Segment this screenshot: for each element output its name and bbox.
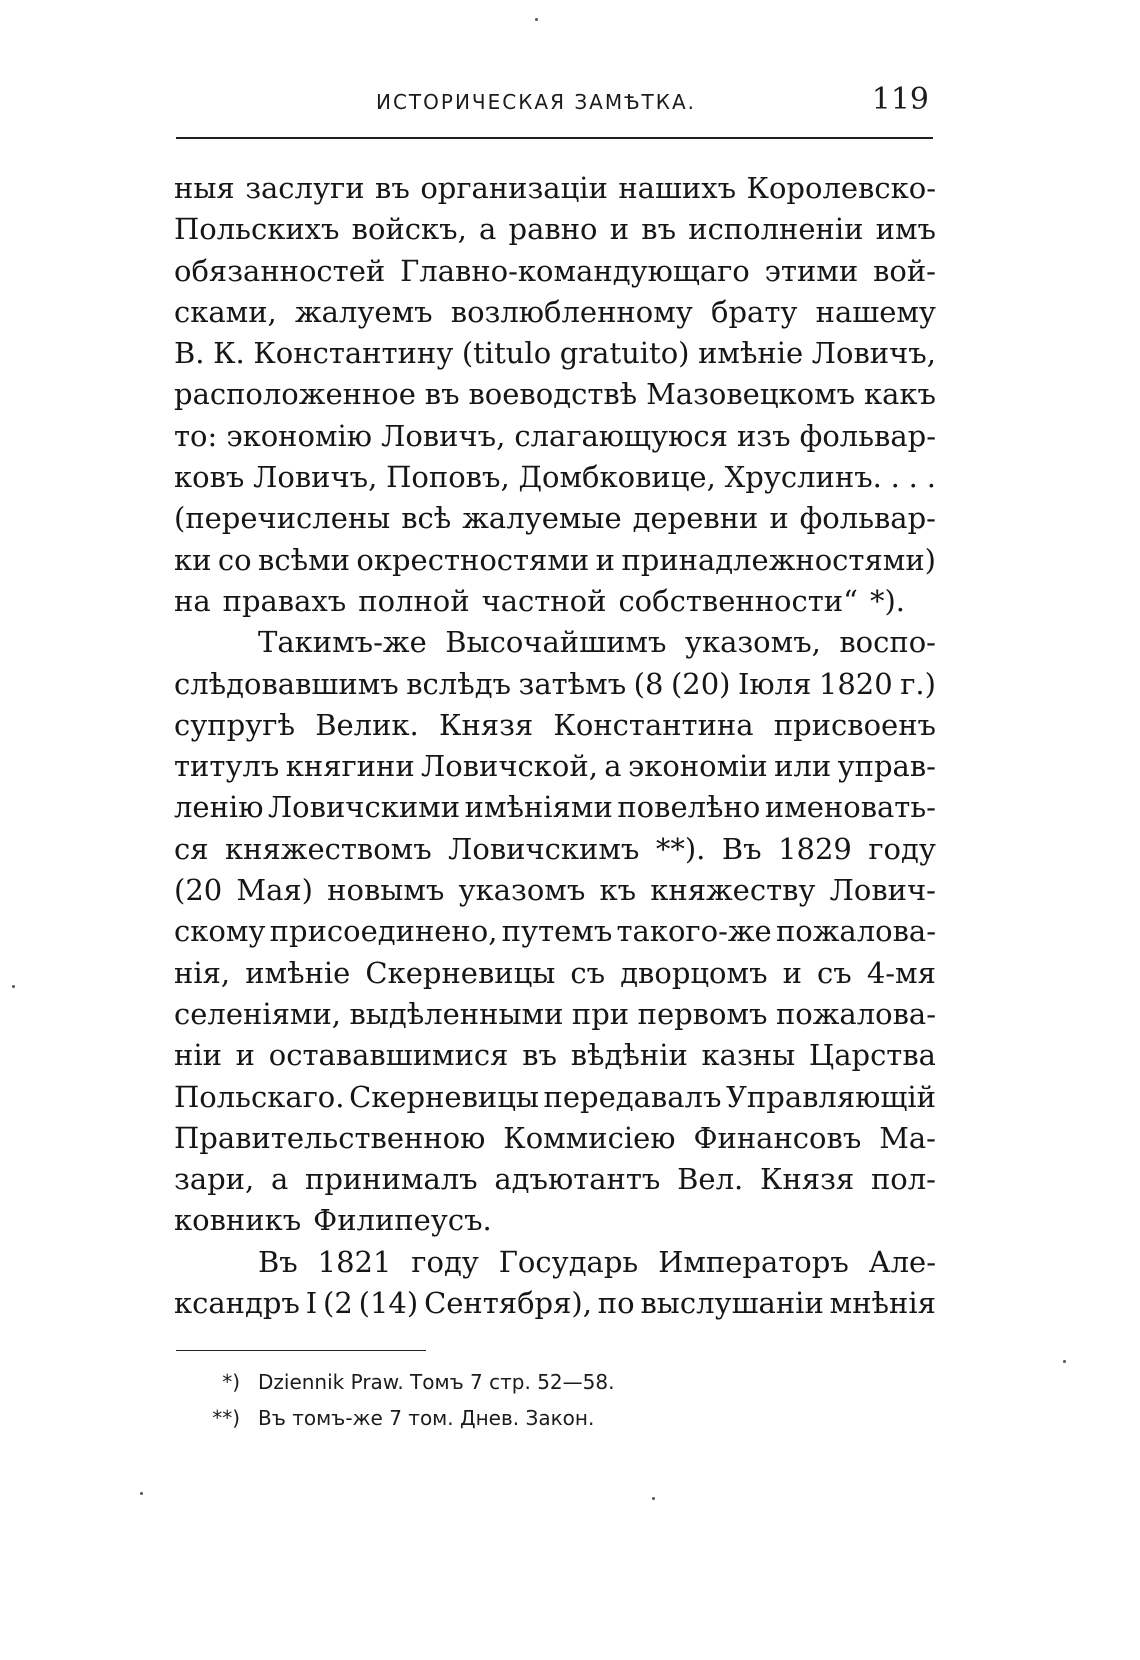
word: Поповъ, [386, 460, 510, 495]
word: по [597, 1286, 635, 1321]
text-line [174, 1118, 936, 1159]
word: войскъ, [351, 212, 467, 247]
text-line [174, 705, 936, 746]
word: зари, [174, 1162, 255, 1197]
word: I [305, 1286, 318, 1321]
word: управ- [837, 749, 936, 784]
word: г.) [900, 666, 936, 701]
word: В. [174, 336, 205, 371]
text-line [174, 168, 936, 209]
word: Хруслинъ. [724, 460, 882, 495]
print-speck [652, 1497, 655, 1500]
word: Управляющій [725, 1079, 936, 1114]
text-line [174, 911, 936, 952]
page-header [176, 82, 933, 122]
word: скому [174, 914, 266, 949]
word: пожалова- [775, 996, 936, 1031]
word: какъ [864, 377, 936, 412]
word: *). [869, 583, 905, 618]
word: передавалъ [543, 1079, 722, 1114]
word: (8 [633, 666, 664, 701]
word: Скерневицы [349, 1079, 539, 1114]
footnote-mark: **) [212, 1406, 240, 1430]
word: Іюля [737, 666, 812, 701]
word: Королевско- [746, 171, 936, 205]
text-line [174, 787, 936, 828]
word: Польскихъ [174, 212, 340, 247]
running-title: ИСТОРИЧЕСКАЯ ЗАМѢТКА. [376, 90, 696, 114]
text-line [174, 498, 936, 539]
word: супругѣ [174, 707, 295, 742]
word: казны [701, 1038, 796, 1073]
word: заслуги [245, 171, 365, 205]
word: имъ [875, 212, 936, 247]
word: и [769, 501, 789, 536]
word: титулъ [174, 749, 280, 784]
word: Князя [760, 1162, 855, 1197]
word: со [217, 542, 252, 577]
word: . [926, 460, 936, 495]
text-line [174, 829, 936, 870]
word: и [595, 542, 616, 577]
word: 1829 [778, 831, 852, 866]
word: княжеству [650, 873, 816, 908]
word: селеніями, [174, 996, 341, 1031]
word: сками, [174, 294, 277, 329]
word: Царства [808, 1038, 936, 1073]
page-number: 119 [871, 82, 929, 117]
footnotes [176, 1364, 936, 1436]
word: слагающуюся [514, 418, 728, 453]
word: 4-мя [866, 955, 936, 990]
word: на [174, 583, 211, 618]
text-line [174, 292, 936, 333]
word: затѣмъ [518, 666, 627, 701]
word: присвоенъ [773, 707, 936, 742]
word: а [479, 212, 497, 247]
word: первомъ [637, 996, 768, 1031]
word: ся [174, 831, 209, 866]
word: такого-же [616, 914, 772, 949]
word: 1820 [818, 666, 893, 701]
footnote [176, 1400, 936, 1436]
text-line [174, 581, 936, 622]
word: путемъ [501, 914, 613, 949]
print-speck [1063, 1360, 1066, 1363]
header-rule [176, 137, 933, 139]
text-line [174, 953, 936, 994]
text-line [174, 1200, 936, 1241]
word: вой- [873, 253, 936, 288]
word: году [868, 831, 936, 866]
word: году [411, 1244, 479, 1279]
word: Въ [258, 1244, 298, 1279]
print-speck [140, 1492, 143, 1495]
word: собственности“ [618, 583, 858, 618]
word: пожалова- [775, 914, 936, 949]
word: нашему [815, 294, 936, 329]
word: повелѣно [617, 790, 761, 825]
word: (20) [670, 666, 731, 701]
text-line [174, 1035, 936, 1076]
word: . [908, 460, 918, 495]
word: присоединено, [269, 914, 498, 949]
word: Императоръ [658, 1244, 849, 1279]
word: указомъ, [684, 625, 821, 660]
word: ковъ [174, 460, 245, 495]
word: ныя [174, 171, 235, 205]
word: и [782, 955, 802, 990]
word: Финансовъ [693, 1120, 862, 1155]
word: правахъ [222, 583, 347, 618]
word: Въ [721, 831, 762, 866]
word: именовать- [764, 790, 936, 825]
text-line [174, 333, 936, 374]
word: всѣ [401, 501, 452, 536]
text-line [174, 622, 936, 663]
word: организаціи [420, 171, 608, 205]
word: экономію [226, 418, 373, 453]
word: (20 [174, 873, 223, 908]
word: ки [174, 542, 212, 577]
word: gratuito) [559, 336, 690, 371]
word: нія, [174, 955, 231, 990]
word: съ [570, 955, 606, 990]
text-line [174, 746, 936, 787]
word: Коммисіею [503, 1120, 676, 1155]
word: и [235, 1038, 256, 1073]
word: княжествомъ [225, 831, 432, 866]
word: (14) [358, 1286, 419, 1321]
word: всѣми [258, 542, 350, 577]
text-line [174, 374, 936, 415]
word: К. [213, 336, 245, 371]
word: Сентября), [424, 1286, 592, 1321]
word: пол- [870, 1162, 936, 1197]
text-line [174, 416, 936, 457]
text-line [174, 994, 936, 1035]
word: изъ [736, 418, 791, 453]
word: вслѣдъ [406, 666, 512, 701]
word: остававшимися [268, 1038, 509, 1073]
word: а [270, 1162, 289, 1197]
word: воспо- [839, 625, 936, 660]
word: ковникъ [174, 1203, 302, 1238]
word: или [774, 749, 832, 784]
word: то: [174, 418, 218, 453]
word: окрестностями [356, 542, 590, 577]
word: Ма- [879, 1120, 936, 1155]
word: Государь [498, 1244, 639, 1279]
word: Такимъ-же [258, 625, 427, 660]
footnote-rule [176, 1350, 426, 1351]
word: Главно-командующаго [400, 253, 750, 288]
word: полной [358, 583, 470, 618]
word: принималъ [305, 1162, 478, 1197]
word: ленію [174, 790, 264, 825]
text-line [174, 1283, 936, 1324]
word: указомъ [458, 873, 586, 908]
word: частной [481, 583, 607, 618]
text-line [174, 1159, 936, 1200]
word: (titulo [461, 336, 552, 371]
word: и [609, 212, 630, 247]
word: Мая) [236, 873, 313, 908]
word: Высочайшимъ [445, 625, 667, 660]
word: слѣдовавшимъ [174, 666, 399, 701]
word: Скерневицы [365, 955, 556, 990]
word: . [890, 460, 900, 495]
word: вѣдѣніи [570, 1038, 688, 1073]
word: Князя [439, 707, 534, 742]
text-line [174, 457, 936, 498]
word: къ [599, 873, 637, 908]
word: выслушаніи [640, 1286, 824, 1321]
word: Ловичъ, [253, 460, 378, 495]
word: имѣніями [464, 790, 613, 825]
word: брату [711, 294, 798, 329]
print-speck [535, 18, 538, 21]
word: расположенное [174, 377, 416, 412]
word: обязанностей [174, 253, 386, 288]
word: въ [522, 1038, 557, 1073]
word: деревни [632, 501, 759, 536]
word: Константина [553, 707, 754, 742]
word: адъютантъ [494, 1162, 661, 1197]
text-line [174, 540, 936, 581]
word: этими [764, 253, 859, 288]
word: мнѣнія [829, 1286, 936, 1321]
word: жалуемъ [294, 294, 433, 329]
print-speck [12, 985, 15, 988]
footnote [176, 1364, 936, 1400]
word: выдѣленными [349, 996, 564, 1031]
text-line [174, 664, 936, 705]
word: Правительственною [174, 1120, 486, 1155]
word: фольвар- [799, 501, 936, 536]
word: Польскаго. [174, 1079, 345, 1114]
word: 1821 [317, 1244, 392, 1279]
word: Ловичскимъ [448, 831, 640, 866]
word: въ [641, 212, 677, 247]
word: Филипеусъ. [313, 1203, 492, 1238]
word: экономіи [627, 749, 768, 784]
word: фольвар- [799, 418, 936, 453]
word: воеводствѣ [468, 377, 638, 412]
word: ніи [174, 1038, 222, 1073]
word: новымъ [327, 873, 445, 908]
word: Вел. [677, 1162, 744, 1197]
word: а [604, 749, 622, 784]
body-text [174, 168, 936, 1324]
word: равно [508, 212, 598, 247]
word: въ [424, 377, 460, 412]
word: нашихъ [618, 171, 737, 205]
word: съ [817, 955, 852, 990]
word: (2 [323, 1286, 353, 1321]
word: Лович- [829, 873, 936, 908]
word: жалуемые [462, 501, 622, 536]
footnote-text: Dziennik Praw. Томъ 7 стр. 52—58. [258, 1370, 615, 1394]
word: **). [655, 831, 706, 866]
text-line [174, 209, 936, 250]
word: исполненіи [688, 212, 864, 247]
word: Ловичскими [267, 790, 461, 825]
word: Ловичъ, [811, 336, 936, 371]
footnote-mark: *) [222, 1370, 240, 1394]
word: ксандръ [174, 1286, 300, 1321]
word: Домбковице, [518, 460, 716, 495]
word: княгини [285, 749, 415, 784]
word: имѣніе [698, 336, 804, 371]
text-line [174, 1242, 936, 1283]
word: Ловичъ, [381, 418, 506, 453]
word: имѣніе [245, 955, 351, 990]
footnote-text: Въ томъ-же 7 том. Днев. Закон. [258, 1406, 595, 1430]
word: принадлежностями) [621, 542, 936, 577]
word: Мазовецкомъ [646, 377, 856, 412]
word: дворцомъ [620, 955, 768, 990]
text-line [174, 251, 936, 292]
word: Велик. [315, 707, 419, 742]
word: Ловичской, [421, 749, 598, 784]
word: въ [375, 171, 410, 205]
text-line [174, 870, 936, 911]
word: Константину [253, 336, 454, 371]
text-line [174, 1077, 936, 1118]
word: Але- [868, 1244, 936, 1279]
word: возлюбленному [450, 294, 693, 329]
word: при [571, 996, 630, 1031]
word: (перечислены [174, 501, 391, 536]
